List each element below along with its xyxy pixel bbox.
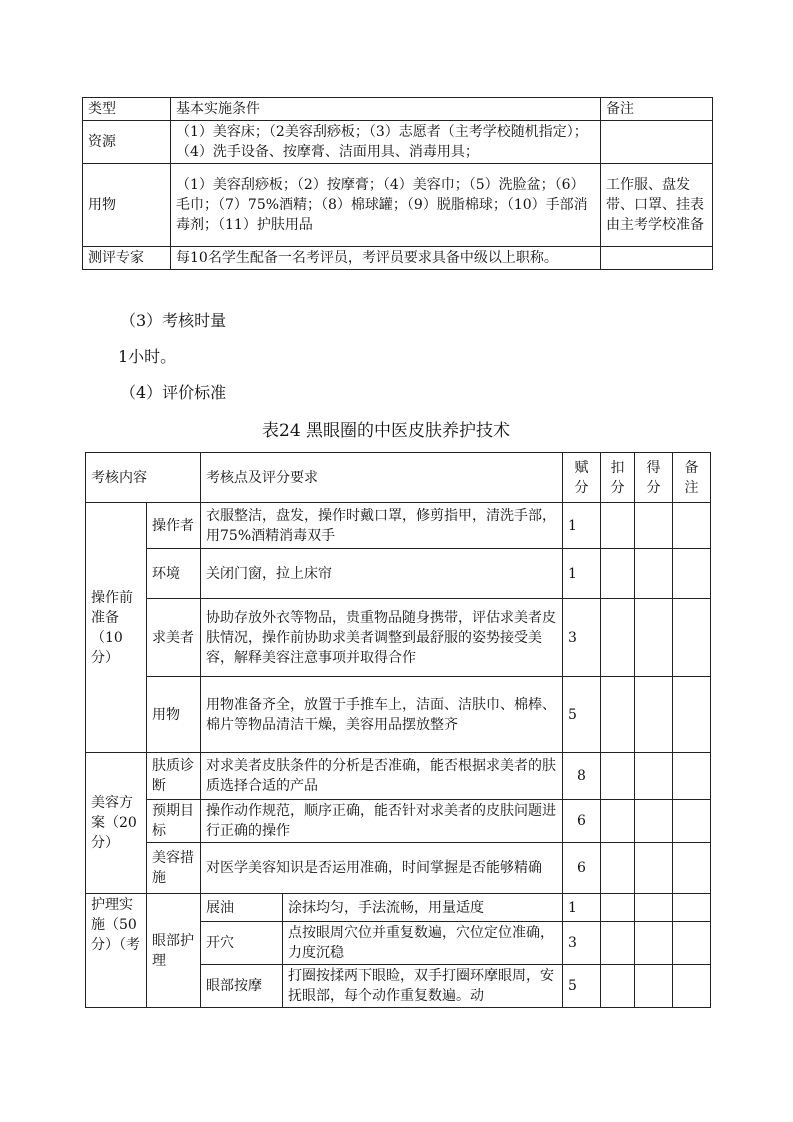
- note-cell: [673, 800, 711, 843]
- header-points: 考核点及评分要求: [201, 453, 563, 503]
- deduct-cell: [601, 843, 635, 894]
- row-content: （1）美容床；（2美容刮痧板；（3）志愿者（主考学校随机指定）；（4）洗手设备、按摩膏、洁面用具、消毒用具；: [171, 121, 601, 164]
- header-got: 得分: [635, 453, 673, 503]
- got-cell: [635, 843, 673, 894]
- note-cell: [673, 549, 711, 599]
- got-cell: [635, 549, 673, 599]
- note-cell: [673, 922, 711, 965]
- deduct-cell: [601, 549, 635, 599]
- deduct-cell: [601, 965, 635, 1008]
- got-cell: [635, 677, 673, 753]
- header-note: 备注: [601, 98, 713, 121]
- score: 1: [563, 894, 601, 922]
- step: 开穴: [201, 922, 283, 965]
- requirement: 衣服整洁，盘发，操作时戴口罩，修剪指甲，清洗手部，用75%酒精消毒双手: [201, 503, 563, 549]
- table-caption: 表24 黑眼圈的中医皮肤养护技术: [262, 421, 511, 441]
- score: 1: [563, 503, 601, 549]
- requirement: 关闭门窗，拉上床帘: [201, 549, 563, 599]
- sub-item: 环境: [147, 549, 201, 599]
- row-type: 资源: [83, 121, 171, 164]
- row-content: 每10名学生配备一名考评员，考评员要求具备中级以上职称。: [171, 247, 601, 270]
- requirement: 打圈按揉两下眼睑，双手打圈环摩眼周，安抚眼部，每个动作重复数遍。动: [283, 965, 563, 1008]
- note-cell: [673, 843, 711, 894]
- got-cell: [635, 965, 673, 1008]
- row-type: 测评专家: [83, 247, 171, 270]
- header-conditions: 基本实施条件: [171, 98, 601, 121]
- note-cell: [673, 677, 711, 753]
- sub-item: 肤质诊断: [147, 753, 201, 800]
- header-deduct: 扣分: [601, 453, 635, 503]
- deduct-cell: [601, 503, 635, 549]
- note-cell: [673, 753, 711, 800]
- note-cell: [673, 599, 711, 677]
- header-score: 赋分: [563, 453, 601, 503]
- deduct-cell: [601, 677, 635, 753]
- score: 1: [563, 549, 601, 599]
- sub-item: 眼部护理: [147, 894, 201, 1008]
- got-cell: [635, 922, 673, 965]
- section-3-body: 1小时。: [118, 347, 177, 366]
- score: 5: [563, 965, 601, 1008]
- score: 3: [563, 922, 601, 965]
- section-3-title: （3）考核时量: [120, 311, 227, 330]
- sub-item: 预期目标: [147, 800, 201, 843]
- requirement: 操作动作规范，顺序正确，能否针对求美者的皮肤问题进行正确的操作: [201, 800, 563, 843]
- conditions-table: [82, 97, 713, 270]
- got-cell: [635, 599, 673, 677]
- group-name: 护理实施（50分）（考: [86, 894, 147, 1008]
- requirement: 涂抹均匀，手法流畅，用量适度: [283, 894, 563, 922]
- sub-item: 美容措施: [147, 843, 201, 894]
- requirement: 用物准备齐全，放置于手推车上，洁面、洁肤巾、棉棒、棉片等物品清洁干燥，美容用品摆放整齐: [201, 677, 563, 753]
- sub-item: 用物: [147, 677, 201, 753]
- note-cell: [673, 965, 711, 1008]
- note-cell: [673, 894, 711, 922]
- score: 3: [563, 599, 601, 677]
- score: 6: [563, 800, 601, 843]
- deduct-cell: [601, 753, 635, 800]
- deduct-cell: [601, 800, 635, 843]
- score: 8: [563, 753, 601, 800]
- evaluation-table: [85, 452, 711, 1008]
- row-type: 用物: [83, 164, 171, 247]
- requirement: 协助存放外衣等物品，贵重物品随身携带，评估求美者皮肤情况，操作前协助求美者调整到最舒服的姿势接受美容，解释美容注意事项并取得合作: [201, 599, 563, 677]
- deduct-cell: [601, 922, 635, 965]
- score: 6: [563, 843, 601, 894]
- sub-item: 操作者: [147, 503, 201, 549]
- step: 展油: [201, 894, 283, 922]
- deduct-cell: [601, 599, 635, 677]
- got-cell: [635, 800, 673, 843]
- got-cell: [635, 894, 673, 922]
- got-cell: [635, 753, 673, 800]
- row-note: 工作服、盘发带、口罩、挂表由主考学校准备: [601, 164, 713, 247]
- sub-item: 求美者: [147, 599, 201, 677]
- requirement: 对医学美容知识是否运用准确，时间掌握是否能够精确: [201, 843, 563, 894]
- section-4-title: （4）评价标准: [120, 383, 227, 402]
- row-note: [601, 121, 713, 164]
- group-name: 操作前准备（10分）: [86, 503, 147, 753]
- deduct-cell: [601, 894, 635, 922]
- step: 眼部按摩: [201, 965, 283, 1008]
- group-name: 美容方案（20分）: [86, 753, 147, 894]
- requirement: 对求美者皮肤条件的分析是否准确，能否根据求美者的肤质选择合适的产品: [201, 753, 563, 800]
- note-cell: [673, 503, 711, 549]
- header-content: 考核内容: [86, 453, 201, 503]
- row-content: （1）美容刮痧板；（2）按摩膏；（4）美容巾；（5）洗脸盆；（6）毛巾；（7）75%酒精；（8）棉球罐；（9）脱脂棉球；（10）手部消毒剂；（11）护肤用品: [171, 164, 601, 247]
- score: 5: [563, 677, 601, 753]
- requirement: 点按眼周穴位并重复数遍，穴位定位准确，力度沉稳: [283, 922, 563, 965]
- header-note: 备注: [673, 453, 711, 503]
- row-note: [601, 247, 713, 270]
- header-type: 类型: [83, 98, 171, 121]
- got-cell: [635, 503, 673, 549]
